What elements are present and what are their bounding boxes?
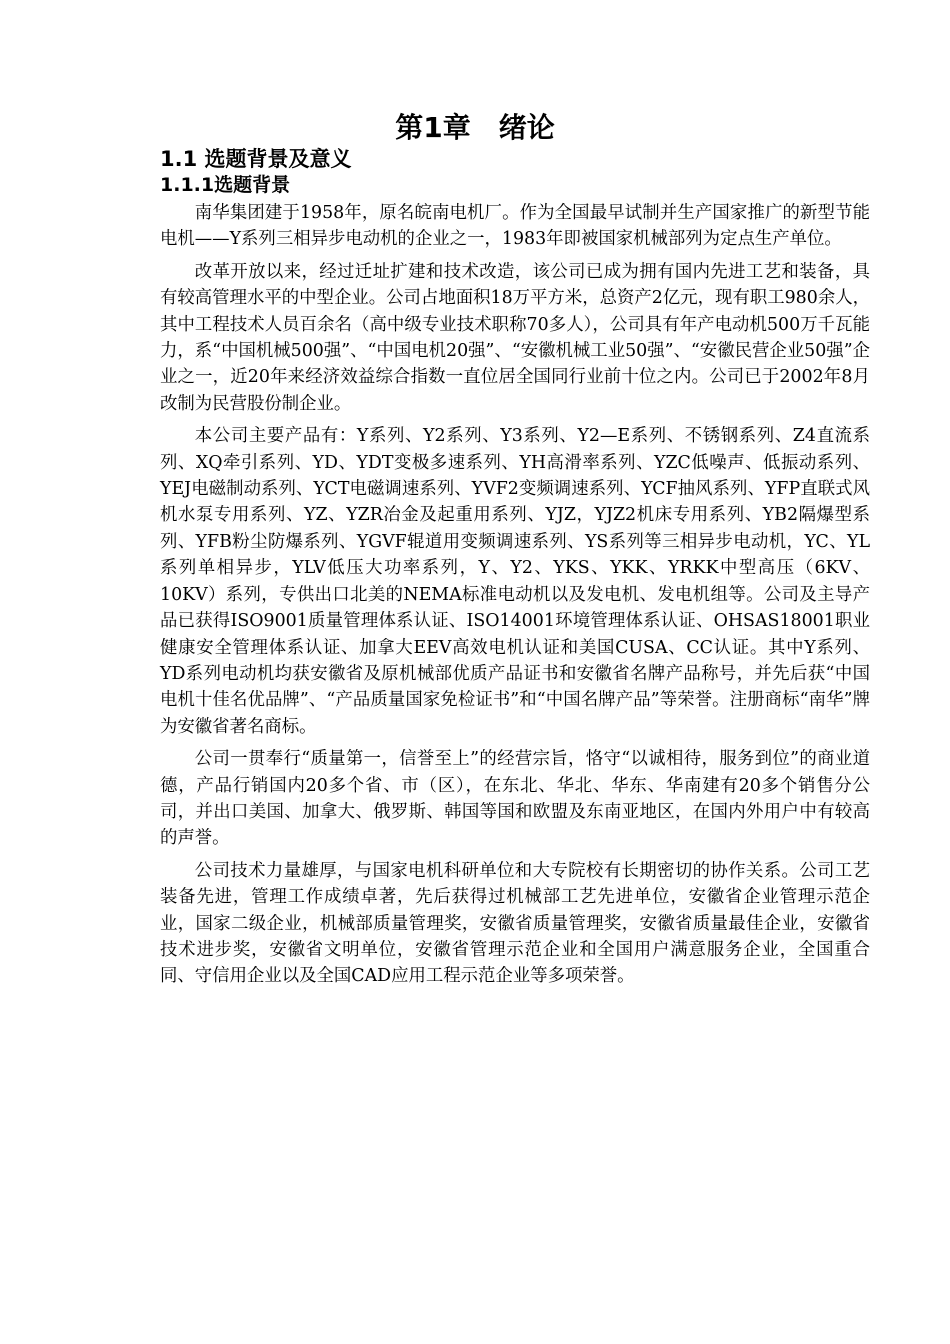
paragraph-products: 本公司主要产品有：Y系列、Y2系列、Y3系列、Y2—E系列、不锈钢系列、Z4直流系列、XQ牵引系列、YD、YDT变极多速系列、YH高滑率系列、YZC低噪声、低振动系列、YEJ电磁制动系列、YCT电磁调速系列、YVF2变频调速系列、YCF抽风系列、YFP直联式风机水泵专用系列、YZ、YZR冶金及起重用系列、YJZ，YJZ2机床专用系列、YB2隔爆型系列、YFB粉尘防爆系列、YGVF辊道用变频调速系列、YS系列等三相异步电动机，YC、YL系列单相异步，YLV低压大功率系列，Y、Y2、YKS、YKK、YRKK中型高压（6KV、10KV）系列，专供出口北美的NEMA标准电动机以及发电机、发电机组等。公司及主导产品已获得ISO9001质量管理体系认证、ISO14001环境管理体系认证、OHSAS18001职业健康安全管理体系认证、加拿大EEV高效电机认证和美国CUSA、CC认证。其中Y系列、YD系列电动机均获安徽省及原机械部优质产品证书和安徽省名牌产品称号，并先后获“中国电机十佳名优品牌”、“产品质量国家免检证书”和“中国名牌产品”等荣誉。注册商标“南华”牌为安徽省著名商标。: [160, 426, 870, 737]
subsection-heading: 1.1.1选题背景: [160, 174, 291, 196]
paragraph-history: 南华集团建于1958年，原名皖南电机厂。作为全国最早试制并生产国家推广的新型节能电机——Y系列三相异步电动机的企业之一，1983年即被国家机械部列为定点生产单位。: [160, 203, 870, 250]
paragraph-honors: 公司技术力量雄厚，与国家电机科研单位和大专院校有长期密切的协作关系。公司工艺装备先进，管理工作成绩卓著，先后获得过机械部工艺先进单位，安徽省企业管理示范企业，国家二级企业，机械部质量管理奖，安徽省质量管理奖，安徽省质量最佳企业，安徽省技术进步奖，安徽省文明单位，安徽省管理示范企业和全国用户满意服务企业，全国重合同、守信用企业以及全国CAD应用工程示范企业等多项荣誉。: [160, 860, 870, 987]
chapter-title: 第1章 绪论: [395, 111, 555, 144]
section-heading: 1.1 选题背景及意义: [160, 147, 352, 171]
paragraph-business: 公司一贯奉行“质量第一，信誉至上”的经营宗旨，恪守“以诚相待，服务到位”的商业道德，产品行销国内20多个省、市（区），在东北、华北、华东、华南建有20多个销售分公司，并出口美国、加拿大、俄罗斯、韩国等国和欧盟及东南亚地区，在国内外用户中有较高的声誉。: [160, 749, 870, 849]
paragraph-reform: 改革开放以来，经过迁址扩建和技术改造，该公司已成为拥有国内先进工艺和装备，具有较高管理水平的中型企业。公司占地面积18万平方米，总资产2亿元，现有职工980余人，其中工程技术人员百余名（高中级专业技术职称70多人），公司具有年产电动机500万千瓦能力，系“中国机械500强”、“中国电机20强”、“安徽机械工业50强”、“安徽民营企业50强”企业之一，近20年来经济效益综合指数一直位居全国同行业前十位之内。公司已于2002年8月改制为民营股份制企业。: [160, 261, 871, 414]
body-text: [160, 200, 870, 996]
